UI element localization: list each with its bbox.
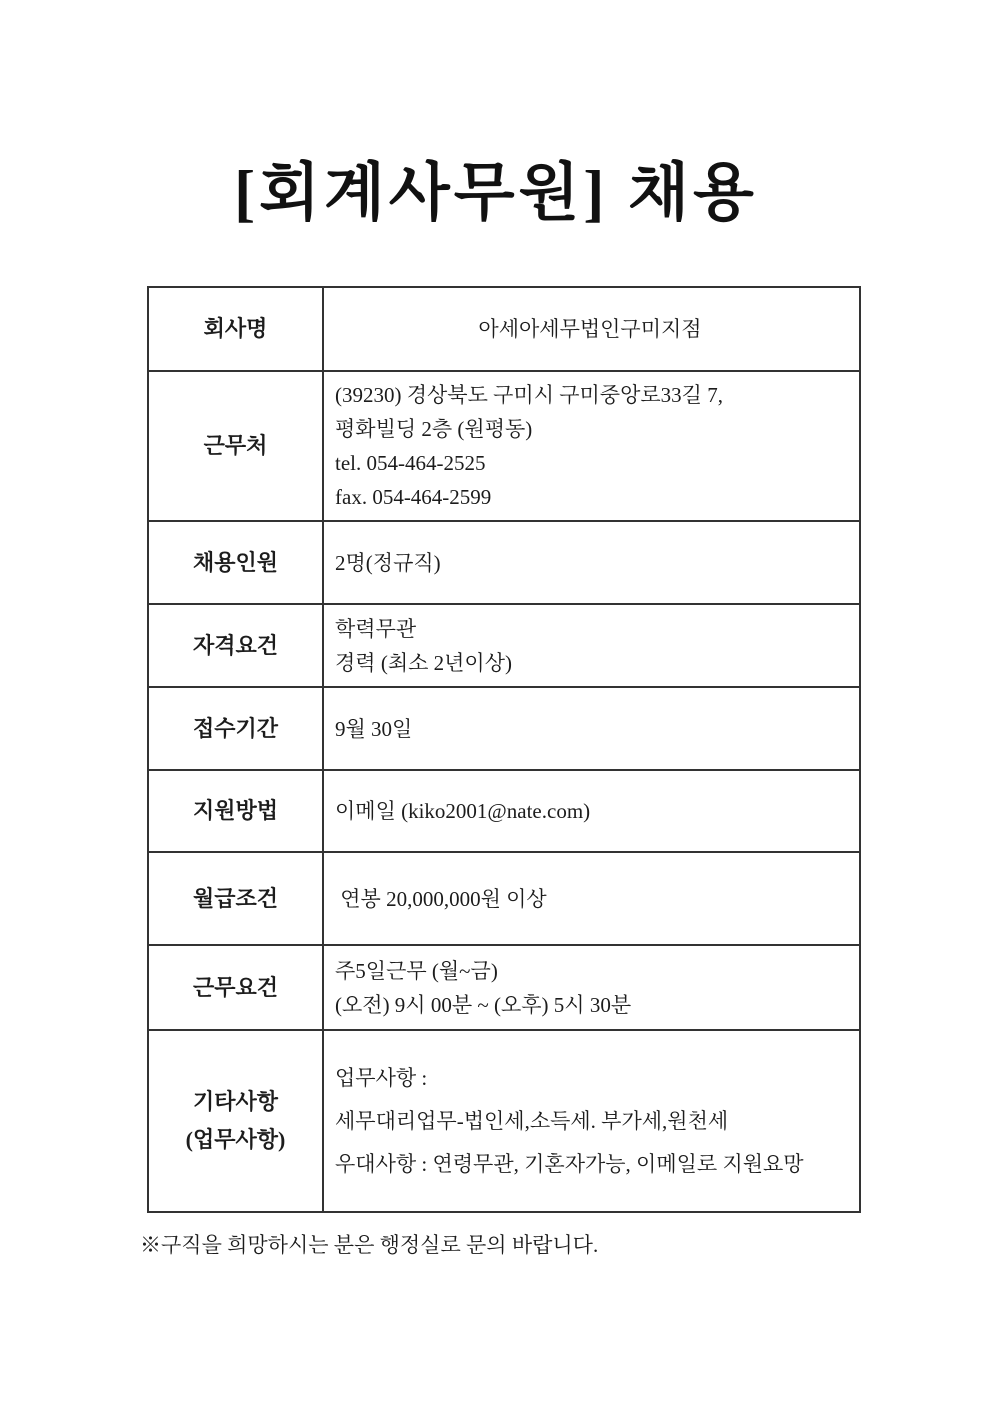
cell-line: 경력 (최소 2년이상) xyxy=(335,650,512,675)
table-row-headcount xyxy=(148,521,860,604)
row-label-cell xyxy=(148,770,323,852)
footnote: ※구직을 희망하시는 분은 행정실로 문의 바랍니다. xyxy=(140,1233,599,1257)
row-label-cell xyxy=(148,852,323,945)
row-label-cell xyxy=(148,945,323,1030)
page-title: [회계사무원] 채용 xyxy=(234,158,758,228)
table-row-salary xyxy=(148,852,860,945)
cell-line: 2명(정규직) xyxy=(335,550,441,575)
table-row-other-details xyxy=(148,1030,860,1212)
cell-line: 주5일근무 (월~금) xyxy=(335,958,498,983)
cell-line: (39230) 경상북도 구미시 구미중앙로33길 7, xyxy=(335,383,723,407)
row-label-cell xyxy=(148,604,323,687)
row-label: 회사명 xyxy=(203,316,268,341)
row-label-cell xyxy=(148,521,323,604)
cell-line: 이메일 (kiko2001@nate.com) xyxy=(335,799,591,823)
row-value-cell xyxy=(323,945,860,1030)
row-label: 지원방법 xyxy=(192,798,278,823)
table-row-application-period xyxy=(148,687,860,770)
cell-line: 9월 30일 xyxy=(335,716,413,741)
row-value-cell xyxy=(323,521,860,604)
cell-line: 우대사항 : 연령무관, 기혼자가능, 이메일로 지원요망 xyxy=(335,1151,804,1176)
row-value-cell xyxy=(323,852,860,945)
row-label: (업무사항) xyxy=(185,1127,286,1152)
table-row-working-conditions xyxy=(148,945,860,1030)
row-label-cell xyxy=(148,371,323,521)
row-value-cell xyxy=(323,287,860,371)
cell-line: 세무대리업무-법인세,소득세. 부가세,원천세 xyxy=(335,1108,729,1133)
cell-line: 학력무관 xyxy=(335,616,417,641)
table-row-application-method xyxy=(148,770,860,852)
row-label: 근무처 xyxy=(203,433,268,458)
row-value-cell xyxy=(323,371,860,521)
cell-line: 업무사항 : xyxy=(335,1065,428,1090)
cell-line: (오전) 9시 00분 ~ (오후) 5시 30분 xyxy=(335,992,632,1017)
row-value-cell xyxy=(323,604,860,687)
cell-line: 아세아세무법인구미지점 xyxy=(478,317,702,341)
row-label: 근무요건 xyxy=(192,974,278,1000)
row-label-cell xyxy=(148,1030,323,1212)
cell-line: tel. 054-464-2525 xyxy=(335,451,486,475)
row-label: 채용인원 xyxy=(192,549,278,575)
table-row-company xyxy=(148,287,860,371)
row-label: 월급조건 xyxy=(192,885,278,911)
row-value-cell xyxy=(323,770,860,852)
job-posting-table xyxy=(147,286,861,1213)
row-label-cell xyxy=(148,287,323,371)
row-label: 자격요건 xyxy=(192,632,278,658)
table-row-qualifications xyxy=(148,604,860,687)
row-value-cell xyxy=(323,687,860,770)
table-row-workplace xyxy=(148,371,860,521)
cell-line: 평화빌딩 2층 (원평동) xyxy=(335,417,533,441)
row-label-cell xyxy=(148,687,323,770)
row-value-cell xyxy=(323,1030,860,1212)
cell-line: 연봉 20,000,000원 이상 xyxy=(335,886,547,911)
row-label: 기타사항 xyxy=(192,1089,278,1114)
row-label: 접수기간 xyxy=(192,715,278,741)
cell-line: fax. 054-464-2599 xyxy=(335,485,492,509)
